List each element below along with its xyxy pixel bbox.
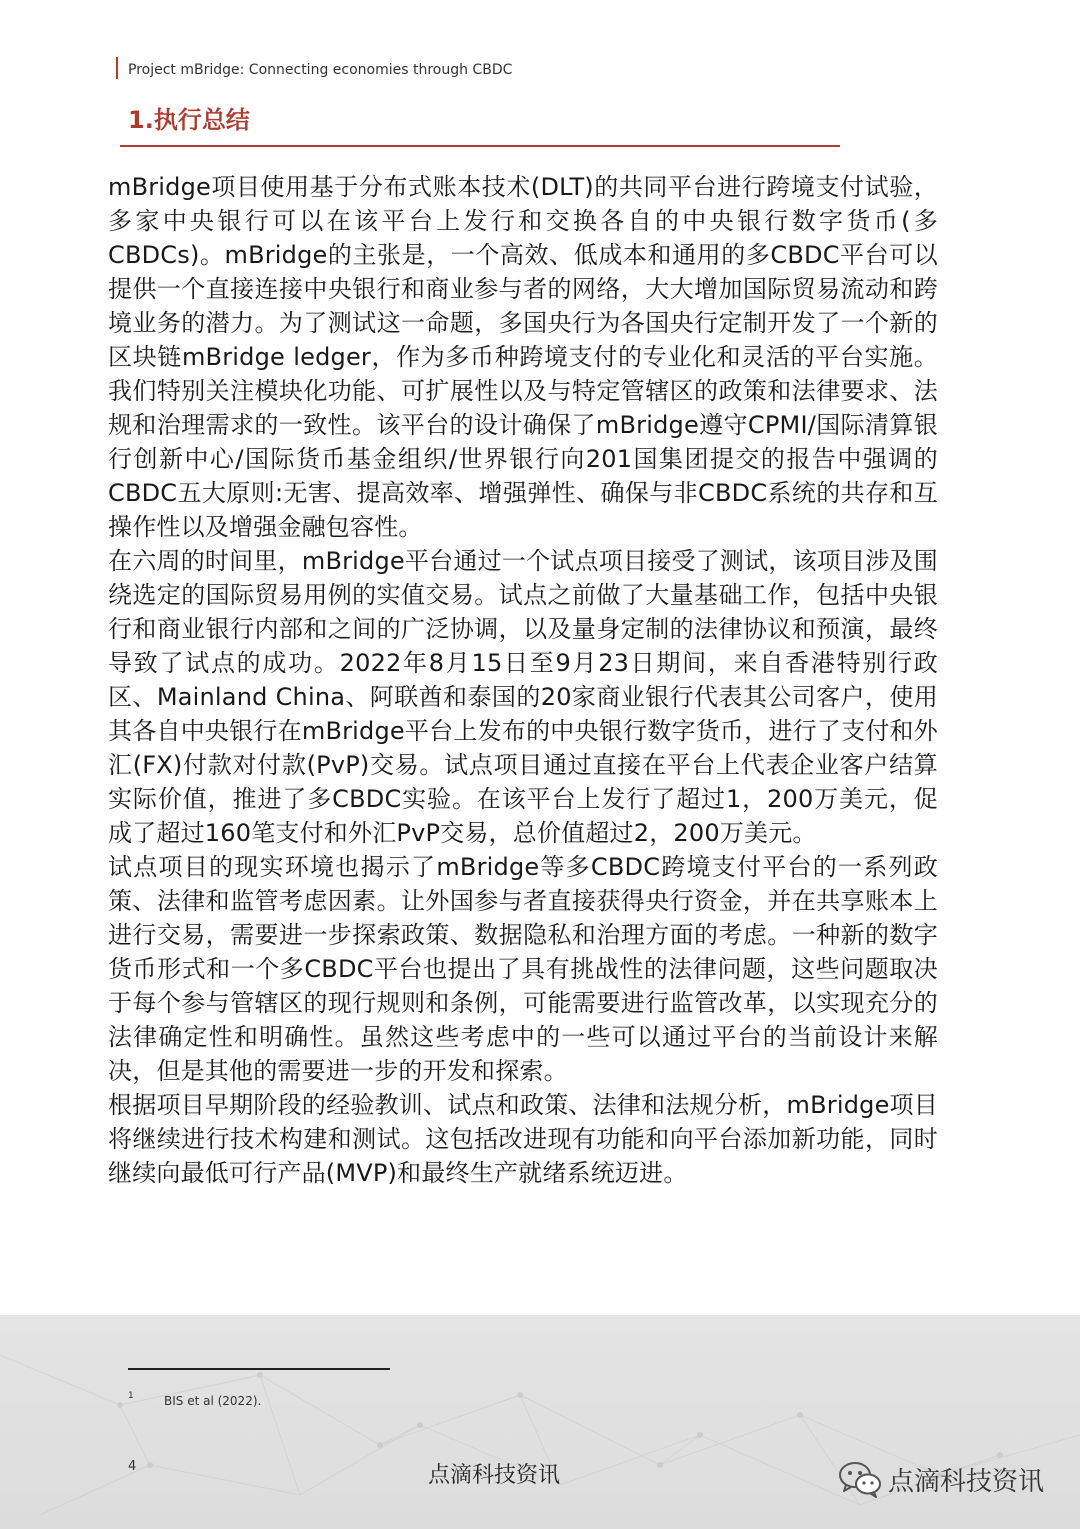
page-number: 4: [128, 1459, 137, 1474]
paragraph: mBridge项目使用基于分布式账本技术(DLT)的共同平台进行跨境支付试验，多家中央银行可以在该平台上发行和交换各自的中央银行数字货币(多CBDCs)。mBridge的主张是，一个高效、低成本和通用的多CBDC平台可以提供一个直接连接中央银行和商业参与者的网络，大大增加国际贸易流动和跨境业务的潜力。为了测试这一命题，多国央行为各国央行定制开发了一个新的区块链mBridge ledger，作为多币种跨境支付的专业化和灵活的平台实施。我们特别关注模块化功能、可扩展性以及与特定管辖区的政策和法律要求、法规和治理需求的一致性。该平台的设计确保了mBridge遵守CPMI/国际清算银行创新中心/国际货币基金组织/世界银行向201国集团提交的报告中强调的CBDC五大原则:无害、提高效率、增强弹性、确保与非CBDC系统的共存和互操作性以及增强金融包容性。: [108, 173, 938, 541]
running-header: Project mBridge: Connecting economies through CBDC: [128, 62, 513, 78]
watermark-text: 点滴科技资讯: [888, 1466, 1045, 1497]
footnote-divider: [128, 1368, 390, 1370]
wechat-icon: [838, 1460, 882, 1498]
footnote-number: 1: [128, 1391, 134, 1401]
section-heading: 1.执行总结: [128, 106, 250, 134]
paragraph: 在六周的时间里，mBridge平台通过一个试点项目接受了测试，该项目涉及围绕选定的国际贸易用例的实值交易。试点之前做了大量基础工作，包括中央银行和商业银行内部和之间的广泛协调，以及量身定制的法律协议和预演，最终导致了试点的成功。2022年8月15日至9月23日期间，来自香港特别行政区、Mainland China、阿联酋和泰国的20家商业银行代表其公司客户，使用其各自中央银行在mBridge平台上发布的中央银行数字货币，进行了支付和外汇(FX)付款对付款(PvP)交易。试点项目通过直接在平台上代表企业客户结算实际价值，推进了多CBDC实验。在该平台上发行了超过1，200万美元，促成了超过160笔支付和外汇PvP交易，总价值超过2，200万美元。: [108, 547, 938, 847]
paragraph: 根据项目早期阶段的经验教训、试点和政策、法律和法规分析，mBridge项目将继续进行技术构建和测试。这包括改进现有功能和向平台添加新功能，同时继续向最低可行产品(MVP)和最终生产就绪系统迈进。: [108, 1091, 938, 1187]
section-divider: [120, 145, 840, 147]
footer-source-label: 点滴科技资讯: [428, 1463, 561, 1488]
body-text: [108, 170, 938, 1190]
paragraph: 试点项目的现实环境也揭示了mBridge等多CBDC跨境支付平台的一系列政策、法律和监管考虑因素。让外国参与者直接获得央行资金，并在共享账本上进行交易，需要进一步探索政策、数据隐私和治理方面的考虑。一种新的数字货币形式和一个多CBDC平台也提出了具有挑战性的法律问题，这些问题取决于每个参与管辖区的现行规则和条例，可能需要进行监管改革，以实现充分的法律确定性和明确性。虽然这些考虑中的一些可以通过平台的当前设计来解决，但是其他的需要进一步的开发和探索。: [108, 853, 938, 1085]
header-accent-bar: [116, 57, 118, 79]
watermark: [838, 1460, 1044, 1498]
footnote-text: BIS et al (2022).: [164, 1394, 262, 1408]
